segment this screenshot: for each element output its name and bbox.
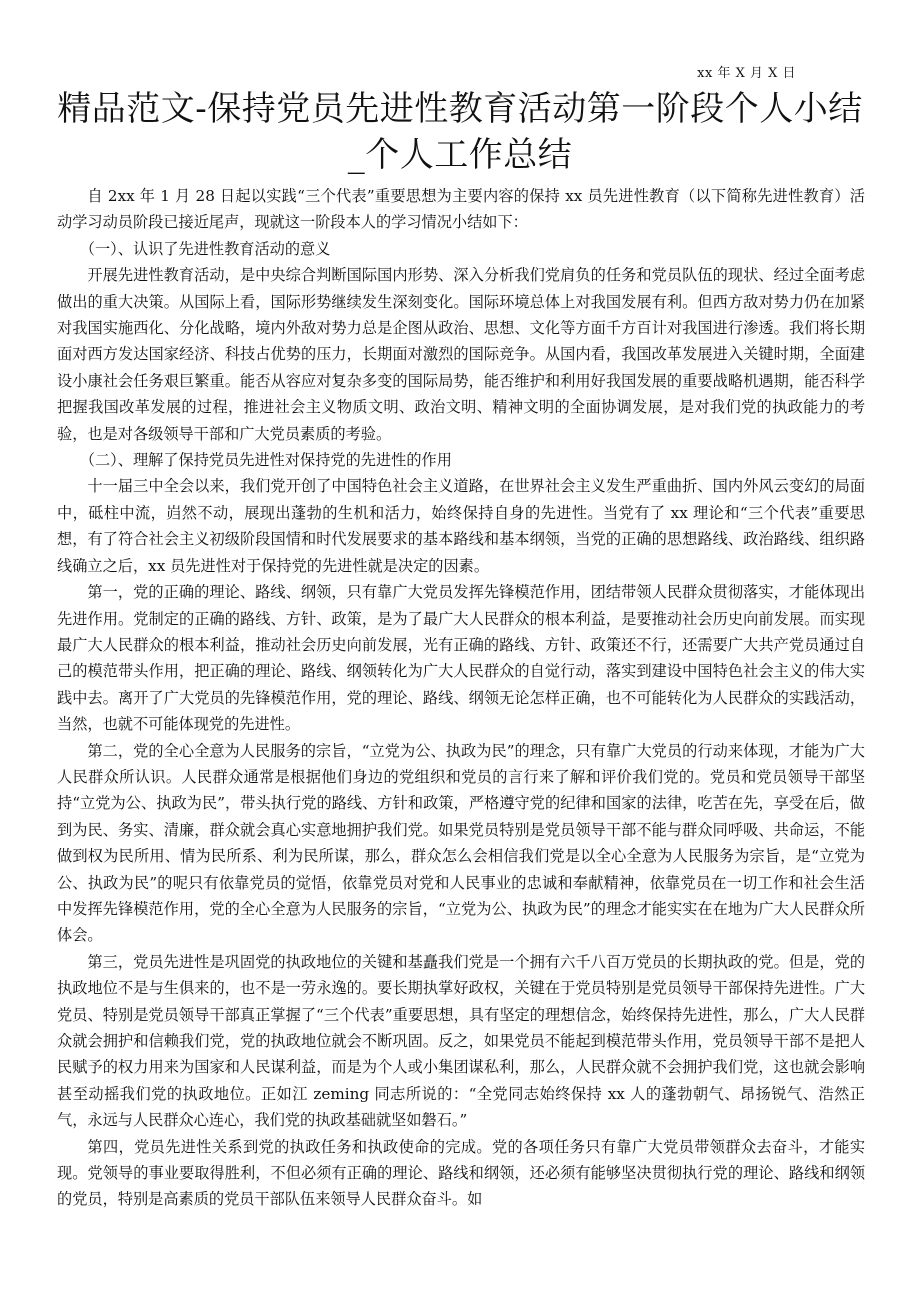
document-body xyxy=(57,183,865,1213)
intro-paragraph: 自 2xx 年 1 月 28 日起以实践“三个代表”重要思想为主要内容的保持 xx 员先进性教育（以下简称先进性教育）活动学习动员阶段已接近尾声，现就这一阶段本人的学习情况小结如下： xyxy=(57,187,865,232)
point-1-paragraph: 第一，党的正确的理论、路线、纲领，只有靠广大党员发挥先锋模范作用，团结带领人民群众贯彻落实，才能体现出先进作用。党制定的正确的路线、方针、政策，是为了最广大人民群众的根本利益，是要推动社会历史向前发展。而实现最广大人民群众的根本利益，推动社会历史向前发展，光有正确的路线、方针、政策还不行，还需要广大共产党员通过自己的模范带头作用，把正确的理论、路线、纲领转化为广大人民群众的自觉行动，落实到建设中国特色社会主义的伟大实践中去。离开了广大党员的先锋模范作用，党的理论、路线、纲领无论怎样正确，也不可能转化为人民群众的实践活动，当然，也就不可能体现党的先进性。 xyxy=(57,583,865,734)
section-heading-1: （一）、认识了先进性教育活动的意义 xyxy=(79,239,331,258)
point-3-paragraph: 第三，党员先进性是巩固党的执政地位的关键和基矗我们党是一个拥有六千八百万党员的长期执政的党。但是，党的执政地位不是与生俱来的，也不是一劳永逸的。要长期执掌好政权，关键在于党员特别是党员领导干部保持先进性。广大党员、特别是党员领导干部真正掌握了“三个代表”重要思想，具有坚定的理想信念，始终保持先进性，那么，广大人民群众就会拥护和信赖我们党，党的执政地位就会不断巩固。反之，如果党员不能起到模范带头作用，党员领导干部不是把人民赋予的权力用来为国家和人民谋利益，而是为个人或小集团谋私利，那么，人民群众就不会拥护我们党，这也就会影响甚至动摇我们党的执政地位。正如江 zeming 同志所说的：“全党同志始终保持 xx 人的蓬勃朝气、昂扬锐气、浩然正气，永远与人民群众心连心，我们党的执政基础就坚如磐石。” xyxy=(57,952,865,1130)
document-date: xx 年 X 月 X 日 xyxy=(697,66,796,81)
point-2-paragraph: 第二，党的全心全意为人民服务的宗旨，“立党为公、执政为民”的理念，只有靠广大党员的行动来体现，才能为广大人民群众所认识。人民群众通常是根据他们身边的党组织和党员的言行来了解和评价我们党的。党员和党员领导干部坚持“立党为公、执政为民”，带头执行党的路线、方针和政策，严格遵守党的纪律和国家的法律，吃苦在先，享受在后，做到为民、务实、清廉，群众就会真心实意地拥护我们党。如果党员特别是党员领导干部不能与群众同呼吸、共命运，不能做到权为民所用、情为民所系、利为民所谋，那么，群众怎么会相信我们党是以全心全意为人民服务为宗旨，是“立党为公、执政为民”的呢只有依靠党员的觉悟，依靠党员对党和人民事业的忠诚和奉献精神，依靠党员在一切工作和社会生活中发挥先锋模范作用，党的全心全意为人民服务的宗旨，“立党为公、执政为民”的理念才能实实在在地为广大人民群众所体会。 xyxy=(57,741,865,945)
section-heading-2: （二）、理解了保持党员先进性对保持党的先进性的作用 xyxy=(79,451,452,470)
section-2-paragraph: 十一届三中全会以来，我们党开创了中国特色社会主义道路，在世界社会主义发生严重曲折、国内外风云变幻的局面中，砥柱中流，岿然不动，展现出蓬勃的生机和活力，始终保持自身的先进性。当党有了 xx 理论和“三个代表”重要思想，有了符合社会主义初级阶段国情和时代发展要求的基本路线和基本纲领，当党的正确的思想路线、政治路线、组织路线确立之后，xx 员先进性对于保持党的先进性就是决定的因素。 xyxy=(57,477,865,575)
title-line-2: _个人工作总结 xyxy=(347,135,573,175)
section-1-paragraph: 开展先进性教育活动，是中央综合判断国际国内形势、深入分析我们党肩负的任务和党员队伍的现状、经过全面考虑做出的重大决策。从国际上看，国际形势继续发生深刻变化。国际环境总体上对我国发展有利。但西方敌对势力仍在加紧对我国实施西化、分化战略，境内外敌对势力总是企图从政治、思想、文化等方面千方百计对我国进行渗透。我们将长期面对西方发达国家经济、科技占优势的压力，长期面对激烈的国际竞争。从国内看，我国改革发展进入关键时期，全面建设小康社会任务艰巨繁重。能否从容应对复杂多变的国际局势，能否维护和利用好我国发展的重要战略机遇期，能否科学把握我国改革发展的过程，推进社会主义物质文明、政治文明、精神文明的全面协调发展，是对我们党的执政能力的考验，也是对各级领导干部和广大党员素质的考验。 xyxy=(57,266,865,443)
title-line-1: 精品范文-保持党员先进性教育活动第一阶段个人小结 xyxy=(57,89,863,129)
document-title xyxy=(40,86,880,178)
point-4-paragraph: 第四，党员先进性关系到党的执政任务和执政使命的完成。党的各项任务只有靠广大党员带领群众去奋斗，才能实现。党领导的事业要取得胜利，不但必须有正确的理论、路线和纲领，还必须有能够坚决贯彻执行党的理论、路线和纲领的党员，特别是高素质的党员干部队伍来领导人民群众奋斗。如 xyxy=(57,1137,865,1209)
